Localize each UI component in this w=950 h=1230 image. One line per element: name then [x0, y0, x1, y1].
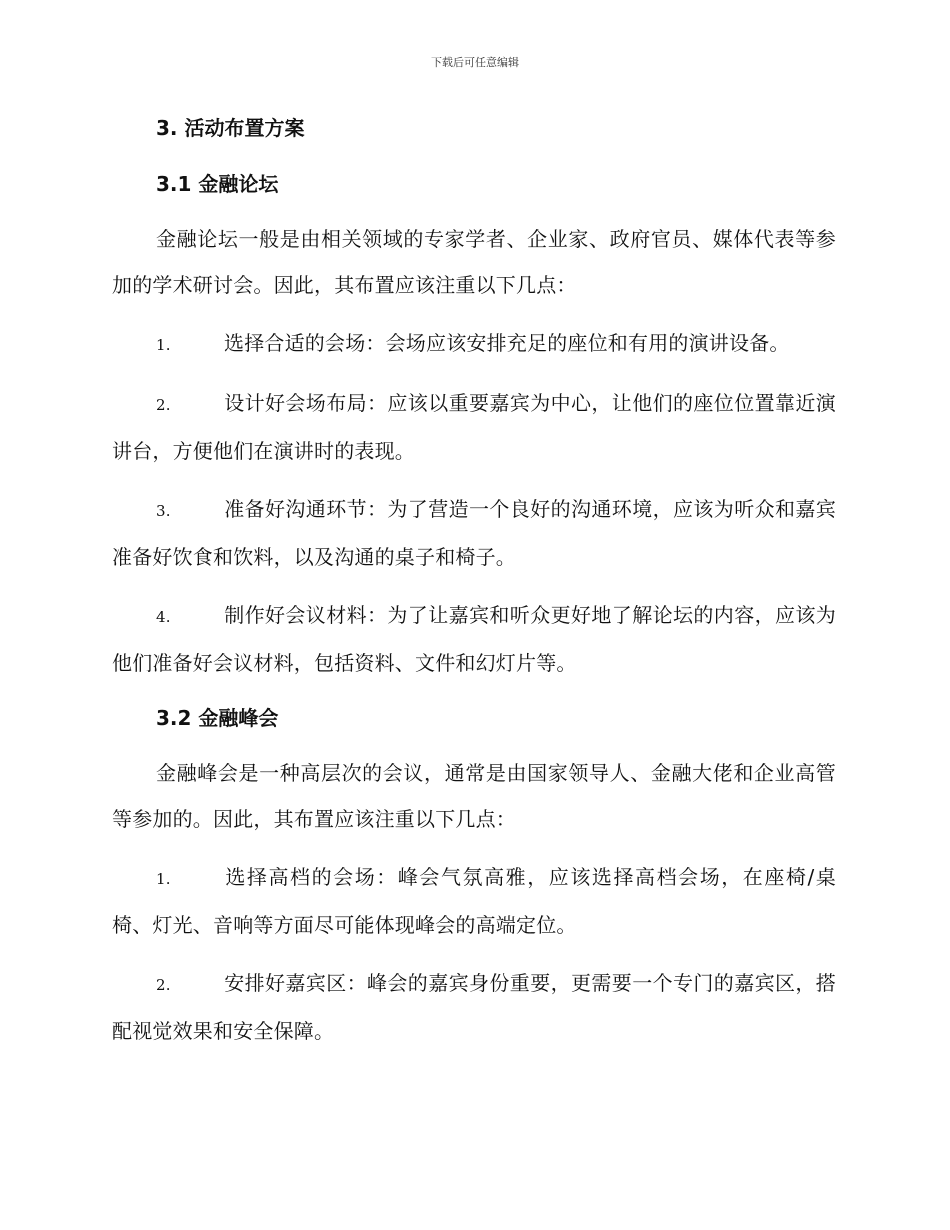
list-item-number: 2.: [156, 396, 171, 414]
list-item: [112, 960, 836, 1054]
list-item-text: 制作好会议材料：为了让嘉宾和听众更好地了解论坛的内容，应该为他们准备好会议材料，包括资料、文件和幻灯片等。: [112, 603, 836, 675]
list-item-text: 选择高档的会场：峰会气氛高雅，应该选择高档会场，在座椅/桌椅、灯光、音响等方面尽可能体现峰会的高端定位。: [112, 865, 836, 937]
subsection-heading-forum: 3.1 金融论坛: [156, 172, 279, 196]
list-item-text: 设计好会场布局：应该以重要嘉宾为中心，让他们的座位位置靠近演讲台，方便他们在演讲时的表现。: [112, 391, 836, 463]
list-item: [112, 320, 836, 368]
list-item-number: 3.: [156, 502, 171, 520]
list-item: [112, 854, 836, 948]
summit-intro-paragraph: 金融峰会是一种高层次的会议，通常是由国家领导人、金融大佬和企业高管等参加的。因此，其布置应该注重以下几点：: [112, 761, 836, 831]
list-item-number: 1.: [156, 336, 171, 354]
list-item-text: 选择合适的会场：会场应该安排充足的座位和有用的演讲设备。: [224, 331, 790, 355]
subsection-heading-summit: 3.2 金融峰会: [156, 706, 279, 730]
list-item-text: 安排好嘉宾区：峰会的嘉宾身份重要，更需要一个专门的嘉宾区，搭配视觉效果和安全保障。: [112, 971, 836, 1043]
list-item: [112, 486, 836, 580]
list-item-number: 4.: [156, 608, 171, 626]
list-item-number: 1.: [156, 870, 171, 888]
list-item: [112, 380, 836, 474]
list-item-number: 2.: [156, 976, 171, 994]
list-item-text: 准备好沟通环节：为了营造一个良好的沟通环境，应该为听众和嘉宾准备好饮食和饮料，以及沟通的桌子和椅子。: [112, 497, 836, 569]
section-heading: 3. 活动布置方案: [156, 116, 305, 140]
list-item: [112, 592, 836, 686]
header-note: 下载后可任意编辑: [431, 56, 519, 69]
document-body: [112, 108, 836, 1054]
forum-intro-paragraph: 金融论坛一般是由相关领域的专家学者、企业家、政府官员、媒体代表等参加的学术研讨会。因此，其布置应该注重以下几点：: [112, 227, 836, 297]
